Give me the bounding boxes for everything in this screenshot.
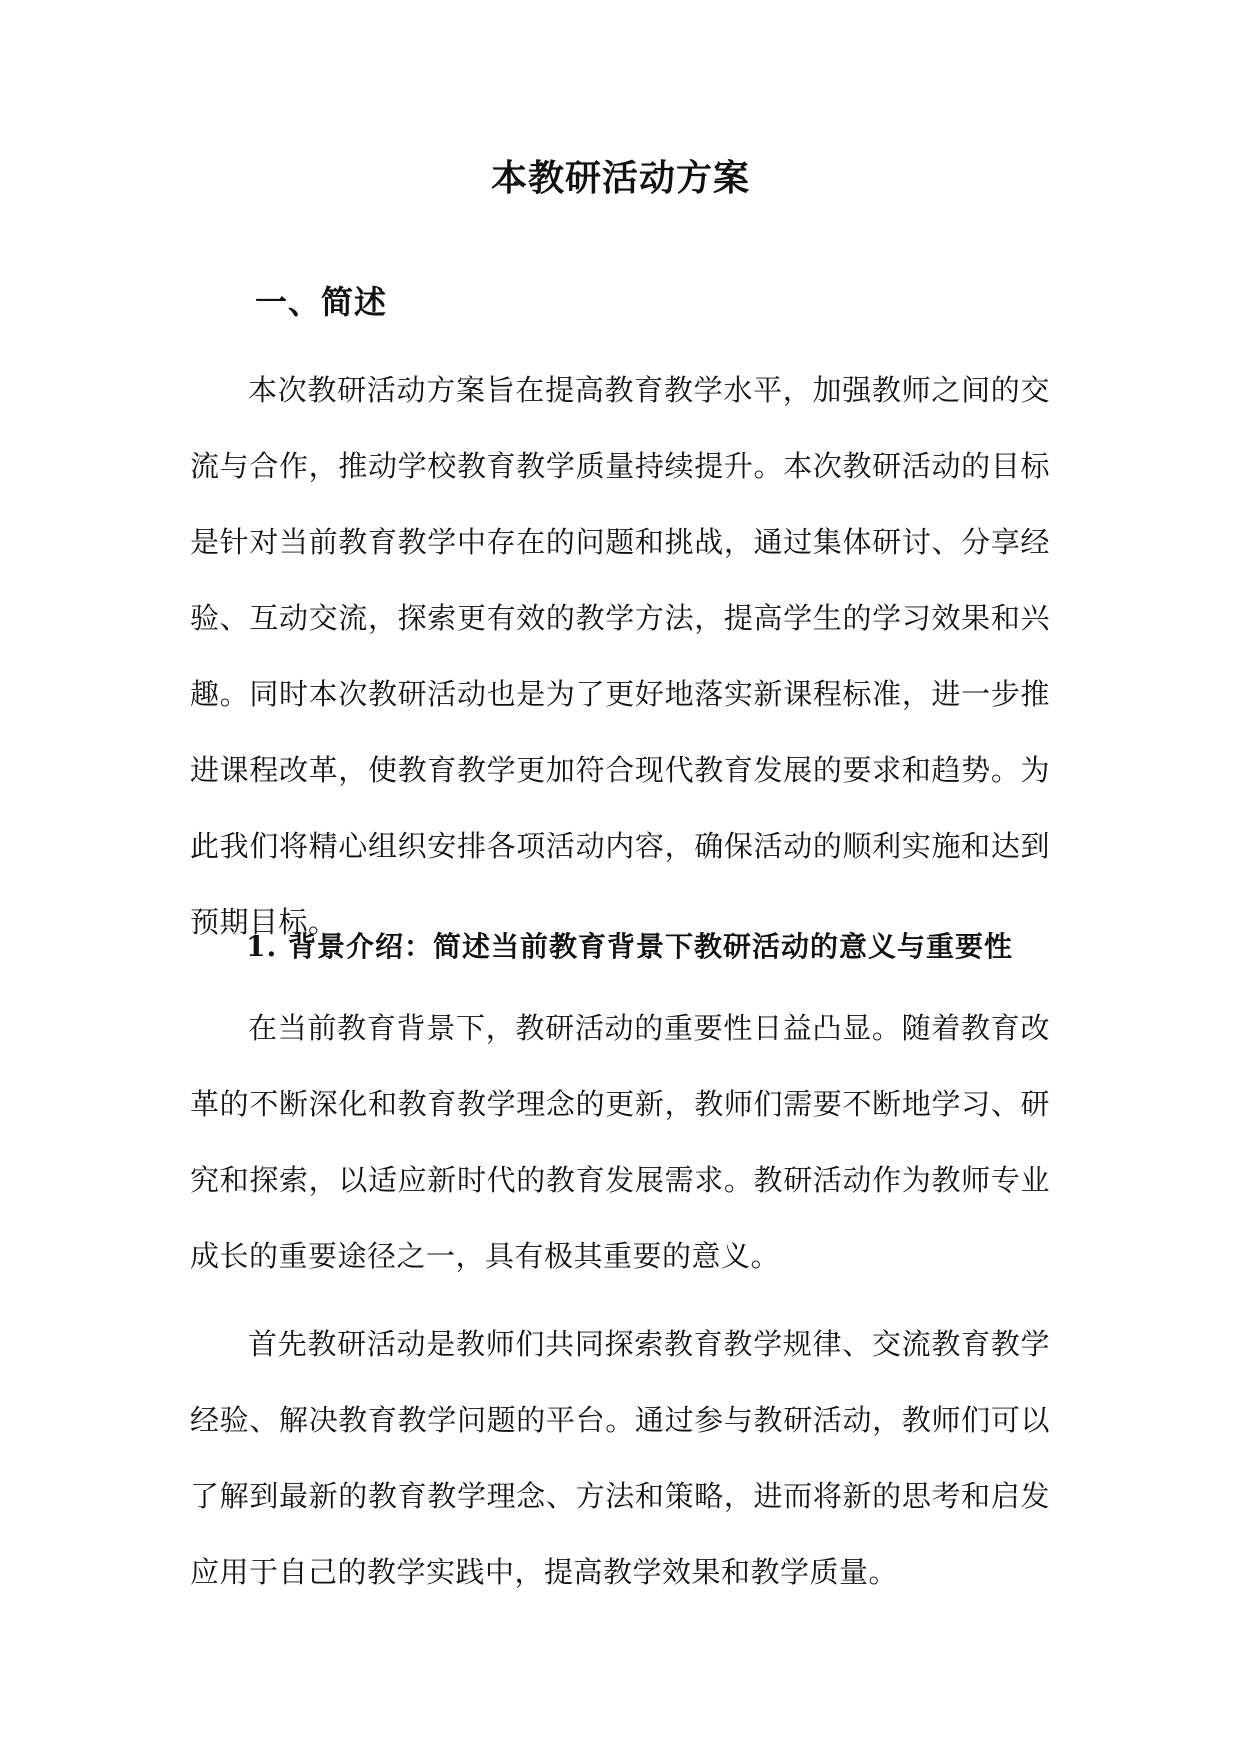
background-paragraph-2: 首先教研活动是教师们共同探索教育教学规律、交流教育教学经验、解决教育教学问题的平台。通过参与教研活动，教师们可以了解到最新的教育教学理念、方法和策略，进而将新的思考和启发应用于自己的教学实践中，提高教学效果和教学质量。	[190, 1327, 1050, 1589]
overview-paragraph: 本次教研活动方案旨在提高教育教学水平，加强教师之间的交流与合作，推动学校教育教学质量持续提升。本次教研活动的目标是针对当前教育教学中存在的问题和挑战，通过集体研讨、分享经验、互动交流，探索更有效的教学方法，提高学生的学习效果和兴趣。同时本次教研活动也是为了更好地落实新课程标准，进一步推进课程改革，使教育教学更加符合现代教育发展的要求和趋势。为此我们将精心组织安排各项活动内容，确保活动的顺利实施和达到预期目标。	[190, 373, 1050, 939]
document-title: 本教研活动方案	[490, 157, 750, 199]
background-paragraph-1: 在当前教育背景下，教研活动的重要性日益凸显。随着教育改革的不断深化和教育教学理念的更新，教师们需要不断地学习、研究和探索，以适应新时代的教育发展需求。教研活动作为教师专业成长的重要途径之一，具有极其重要的意义。	[190, 1011, 1050, 1273]
section-heading-overview: 一、简述	[255, 283, 388, 321]
subsection-heading-background: 1. 背景介绍：简述当前教育背景下教研活动的意义与重要性	[246, 930, 1013, 963]
